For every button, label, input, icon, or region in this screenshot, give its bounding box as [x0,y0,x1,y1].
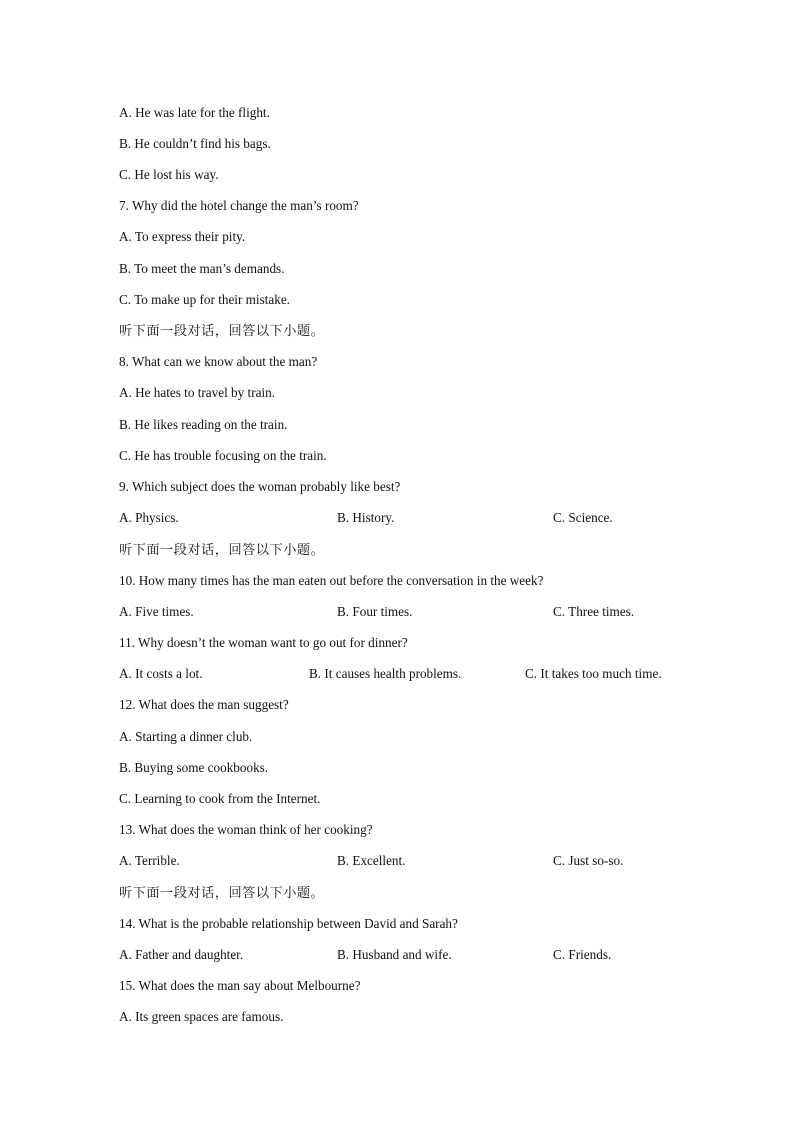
q7-option-a: A. To express their pity. [119,229,246,244]
question-11: 11. Why doesn’t the woman want to go out for dinner? [119,635,408,650]
question-10: 10. How many times has the man eaten out before the conversation in the week? [119,573,544,588]
question-9: 9. Which subject does the woman probably like best? [119,479,401,494]
q7-option-c: C. To make up for their mistake. [119,292,290,307]
q14-option-c: C. Friends. [553,947,612,962]
q13-option-b: B. Excellent. [337,853,406,868]
q11-option-b: B. It causes health problems. [309,666,462,681]
q6-option-a: A. He was late for the flight. [119,105,270,120]
q8-option-b: B. He likes reading on the train. [119,417,288,432]
question-14: 14. What is the probable relationship between David and Sarah? [119,916,458,931]
question-7: 7. Why did the hotel change the man’s room? [119,198,359,213]
section-instruction: 听下面一段对话，回答以下小题。 [119,542,325,557]
question-8: 8. What can we know about the man? [119,354,318,369]
q6-option-c: C. He lost his way. [119,167,219,182]
q7-option-b: B. To meet the man’s demands. [119,261,285,276]
q12-option-b: B. Buying some cookbooks. [119,760,269,775]
q12-option-a: A. Starting a dinner club. [119,729,253,744]
q9-option-c: C. Science. [553,510,613,525]
q13-option-a: A. Terrible. [119,853,180,868]
q10-option-b: B. Four times. [337,604,413,619]
section-instruction: 听下面一段对话，回答以下小题。 [119,323,325,338]
q10-option-c: C. Three times. [553,604,635,619]
question-15: 15. What does the man say about Melbourne? [119,978,361,993]
q8-option-c: C. He has trouble focusing on the train. [119,448,327,463]
section-instruction: 听下面一段对话，回答以下小题。 [119,885,325,900]
q11-option-c: C. It takes too much time. [525,666,662,681]
q8-option-a: A. He hates to travel by train. [119,385,276,400]
q14-option-a: A. Father and daughter. [119,947,244,962]
q11-option-a: A. It costs a lot. [119,666,203,681]
question-13: 13. What does the woman think of her cooking? [119,822,373,837]
q9-option-a: A. Physics. [119,510,179,525]
q10-option-a: A. Five times. [119,604,194,619]
q9-option-b: B. History. [337,510,395,525]
question-12: 12. What does the man suggest? [119,697,289,712]
q12-option-c: C. Learning to cook from the Internet. [119,791,321,806]
q13-option-c: C. Just so-so. [553,853,624,868]
q6-option-b: B. He couldn’t find his bags. [119,136,271,151]
q15-option-a: A. Its green spaces are famous. [119,1009,284,1024]
q14-option-b: B. Husband and wife. [337,947,452,962]
